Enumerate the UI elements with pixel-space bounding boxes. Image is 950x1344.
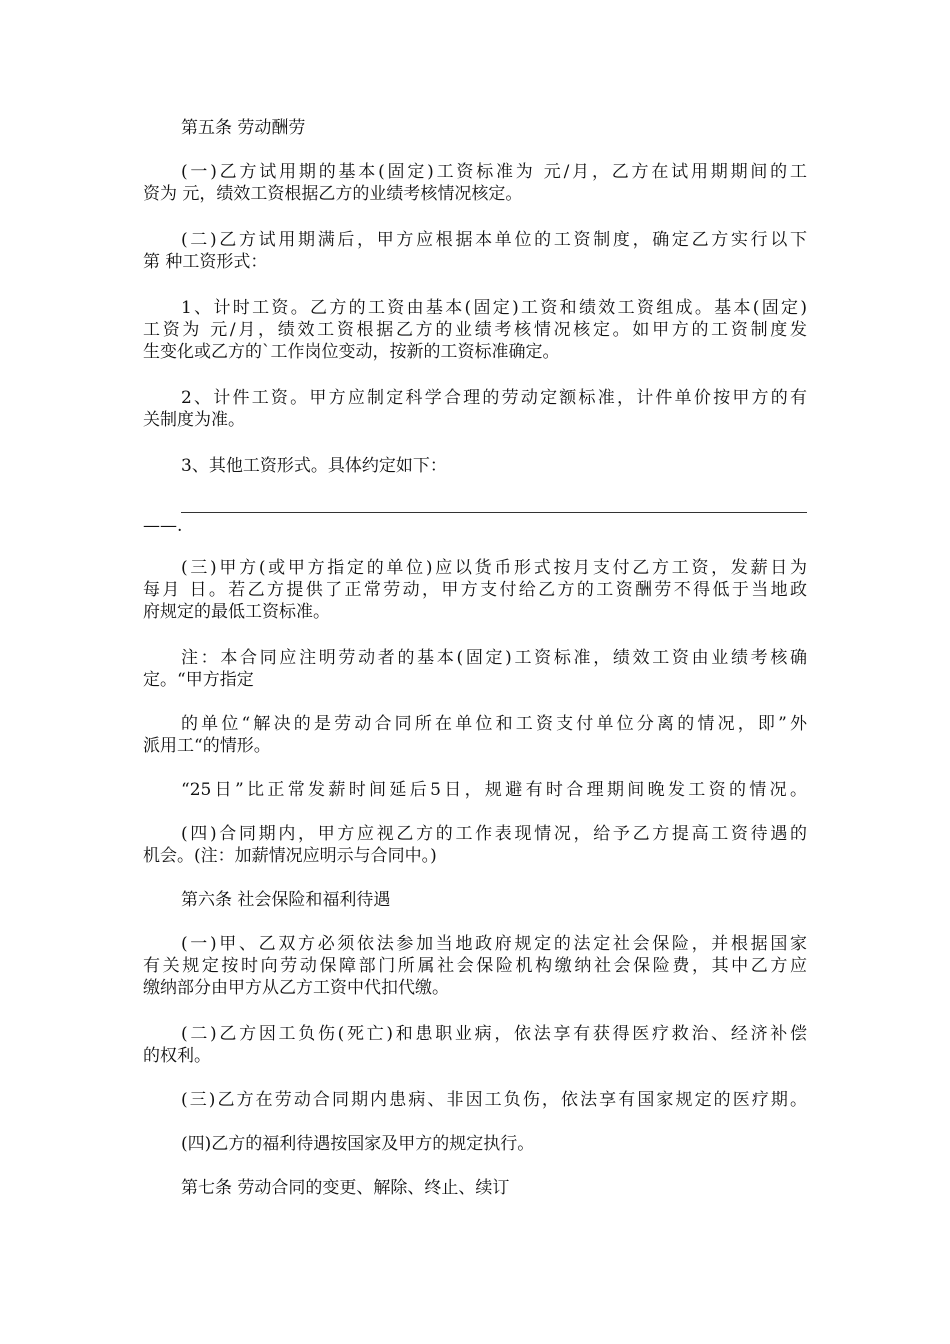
article-5-clause-1-line-2: 资为 元，绩效工资根据乙方的业绩考核情况核定。 bbox=[143, 184, 523, 204]
article-6-clause-1-line-3: 缴纳部分由甲方从乙方工资中代扣代缴。 bbox=[143, 978, 449, 998]
fill-in-blank-line bbox=[181, 512, 807, 513]
article-6-clause-1-line-1: (一)甲、乙双方必须依法参加当地政府规定的法定社会保险，并根据国家 bbox=[181, 934, 807, 954]
payday-note: “25日”比正常发薪时间延后5日，规避有时合理期间晚发工资的情况。 bbox=[181, 780, 807, 800]
article-6-clause-2-line-1: (二)乙方因工负伤(死亡)和患职业病，依法享有获得医疗救治、经济补偿 bbox=[181, 1024, 807, 1044]
article-5-item-1-line-2: 工资为 元/月，绩效工资根据乙方的业绩考核情况核定。如甲方的工资制度发 bbox=[143, 320, 807, 340]
article-5-clause-3-line-3: 府规定的最低工资标准。 bbox=[143, 602, 330, 622]
note-line-2: 定。“甲方指定 bbox=[143, 670, 254, 690]
note-continued-line-2: 派用工“的情形。 bbox=[143, 736, 271, 756]
note-continued-line-1: 的单位“解决的是劳动合同所在单位和工资支付单位分离的情况，即”外 bbox=[181, 714, 807, 734]
article-5-clause-3-line-1: (三)甲方(或甲方指定的单位)应以货币形式按月支付乙方工资，发薪日为 bbox=[181, 558, 807, 578]
article-5-item-1-line-3: 生变化或乙方的`工作岗位变动，按新的工资标准确定。 bbox=[143, 342, 560, 362]
article-5-item-3: 3、其他工资形式。具体约定如下： bbox=[181, 456, 447, 476]
article-5-clause-2-line-1: (二)乙方试用期满后，甲方应根据本单位的工资制度，确定乙方实行以下 bbox=[181, 230, 807, 250]
fill-in-blank-tail: ——. bbox=[143, 516, 183, 536]
article-5-heading: 第五条 劳动酬劳 bbox=[181, 118, 306, 138]
article-6-clause-4: (四)乙方的福利待遇按国家及甲方的规定执行。 bbox=[181, 1134, 535, 1154]
article-5-item-2-line-2: 关制度为准。 bbox=[143, 410, 245, 430]
article-5-clause-4-line-2: 机会。(注：加薪情况应明示与合同中。) bbox=[143, 846, 437, 866]
article-5-clause-3-line-2: 每月 日。若乙方提供了正常劳动，甲方支付给乙方的工资酬劳不得低于当地政 bbox=[143, 580, 807, 600]
article-5-clause-4-line-1: (四)合同期内，甲方应视乙方的工作表现情况，给予乙方提高工资待遇的 bbox=[181, 824, 807, 844]
article-5-item-1-line-1: 1、计时工资。乙方的工资由基本(固定)工资和绩效工资组成。基本(固定) bbox=[181, 298, 807, 318]
article-5-item-2-line-1: 2、计件工资。甲方应制定科学合理的劳动定额标准，计件单价按甲方的有 bbox=[181, 388, 807, 408]
article-5-clause-2-line-2: 第 种工资形式： bbox=[143, 252, 268, 272]
note-line-1: 注：本合同应注明劳动者的基本(固定)工资标准，绩效工资由业绩考核确 bbox=[181, 648, 807, 668]
article-5-clause-1-line-1: (一)乙方试用期的基本(固定)工资标准为 元/月，乙方在试用期期间的工 bbox=[181, 162, 807, 182]
article-6-clause-3: (三)乙方在劳动合同期内患病、非因工负伤，依法享有国家规定的医疗期。 bbox=[181, 1090, 807, 1110]
article-7-heading: 第七条 劳动合同的变更、解除、终止、续订 bbox=[181, 1178, 510, 1198]
article-6-heading: 第六条 社会保险和福利待遇 bbox=[181, 890, 391, 910]
article-6-clause-1-line-2: 有关规定按时向劳动保障部门所属社会保险机构缴纳社会保险费，其中乙方应 bbox=[143, 956, 807, 976]
article-6-clause-2-line-2: 的权利。 bbox=[143, 1046, 211, 1066]
